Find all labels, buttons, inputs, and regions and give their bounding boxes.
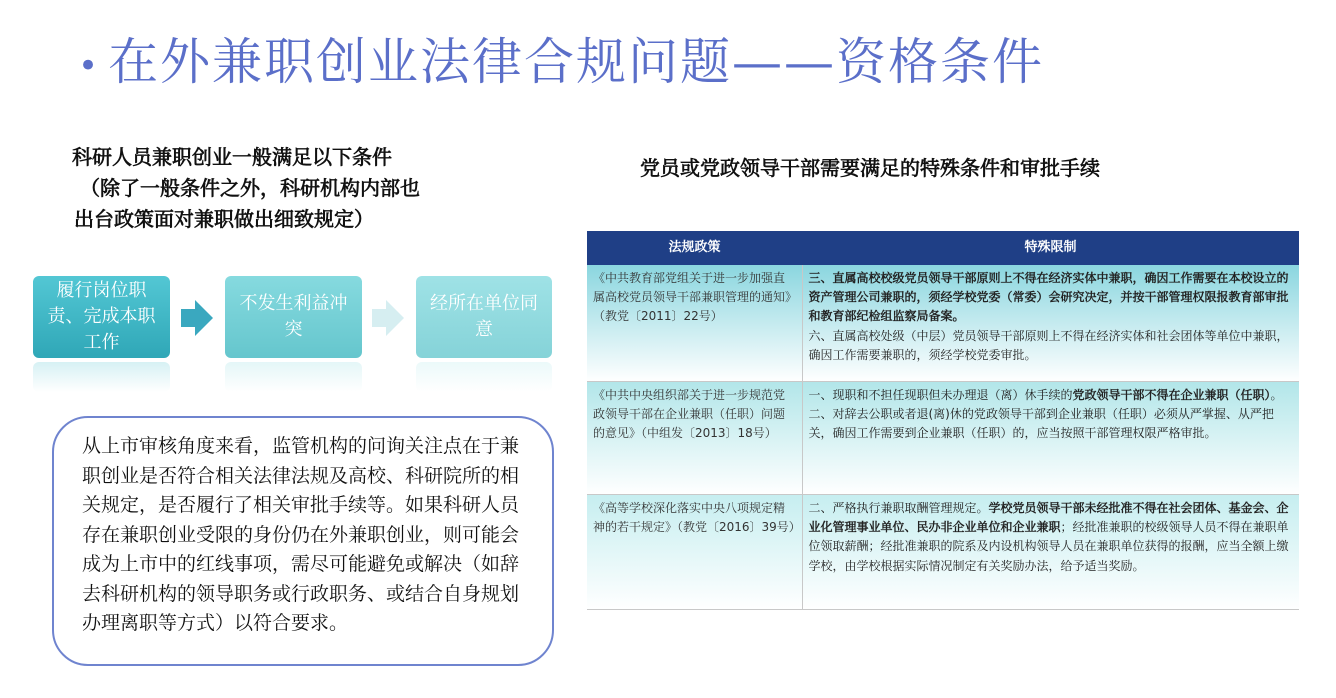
step-3-reflection [416,362,552,392]
limit-text-bold: 三、直属高校校级党员领导干部原则上不得在经济实体中兼职，确因工作需要在本校设立的资产管理公司兼职的，须经学校党委（常委）会研究决定，并按干部管理权限报教育部审批和教育部纪检组监察局备案。 [808,271,1289,324]
table-header-row [587,231,1299,265]
step-3-label: 经所在单位同意 [430,293,538,340]
step-box-1 [33,276,170,358]
table-row [587,382,1299,495]
left-heading-line-2: （除了一般条件之外，科研机构内部也 [80,176,420,200]
header-limit: 特殊限制 [802,231,1299,265]
step-1-label: 履行岗位职责、完成本职工作 [47,280,156,353]
table-row [587,495,1299,610]
limit-paragraph [809,386,1294,405]
slide-title [78,22,1044,94]
header-law: 法规政策 [587,231,802,265]
callout-box [52,416,554,666]
step-2-reflection [225,362,362,392]
law-cell: 《高等学校深化落实中央八项规定精神的若干规定》（教党〔2016〕39号） [587,495,802,610]
step-2-label: 不发生利益冲突 [239,293,348,340]
limit-paragraph [809,499,1294,576]
right-heading: 党员或党政领导干部需要满足的特殊条件和审批手续 [640,156,1100,180]
callout-text: 从上市审核角度来看，监管机构的问询关注点在于兼职创业是否符合相关法律法规及高校、科研院所的相关规定，是否履行了相关审批手续等。如果科研人员存在兼职创业受限的身份仍在外兼职创业，则可能会成为上市中的红线事项，需尽可能避免或解决（如辞去科研机构的领导职务或行政职务、或结合自身规划办理离职等方式）以符合要求。 [82,435,520,634]
limit-text: 二、对辞去公职或者退(离)休的党政领导干部到企业兼职（任职）必须从严掌握、从严把关，确因工作需要到企业兼职（任职）的，应当按照干部管理权限严格审批。 [808,407,1274,441]
step-1-reflection [33,362,170,392]
step-box-3 [416,276,552,358]
title-bullet: • [78,46,101,86]
law-cell: 《中共中央组织部关于进一步规范党政领导干部在企业兼职（任职）问题的意见》（中组发〔2013〕18号） [587,382,802,495]
limit-text: ；经批准兼职的校级领导人员不得在兼职单位领取薪酬；经批准兼职的院系及内设机构领导人员在兼职单位获得的报酬，应当全额上缴学校，由学校根据实际情况制定有关奖励办法，给予适当奖励。 [808,520,1289,573]
left-heading-line-3: 出台政策面对兼职做出细致规定） [74,207,374,231]
policy-table [587,231,1299,610]
limit-text: 六、直属高校处级（中层）党员领导干部原则上不得在经济实体和社会团体等单位中兼职，确因工作需要兼职的，须经学校党委审批。 [808,328,1289,362]
limit-cell [802,495,1299,610]
limit-text-bold: 学校党员领导干部未经批准不得在社会团体、基金会、企业化管理事业单位、民办非企业单位和企业兼职 [808,501,1289,535]
limit-text-bold: 党政领导干部不得在企业兼职（任职） [1072,388,1271,402]
law-cell: 《中共教育部党组关于进一步加强直属高校党员领导干部兼职管理的通知》（教党〔2011〕22号） [587,265,802,382]
left-heading [62,142,532,235]
limit-text: 一、现职和不担任现职但未办理退（离）休手续的 [808,388,1073,402]
limit-text: 二、严格执行兼职取酬管理规定。 [808,501,989,515]
title-text: 在外兼职创业法律合规问题——资格条件 [108,33,1045,91]
arrow-right-icon [181,300,213,336]
arrow-right-icon [372,300,404,336]
limit-cell [802,382,1299,495]
step-box-2 [225,276,362,358]
limit-cell [802,265,1299,382]
table-row [587,265,1299,382]
left-heading-line-1: 科研人员兼职创业一般满足以下条件 [72,145,392,169]
limit-text: 。 [1270,388,1283,402]
